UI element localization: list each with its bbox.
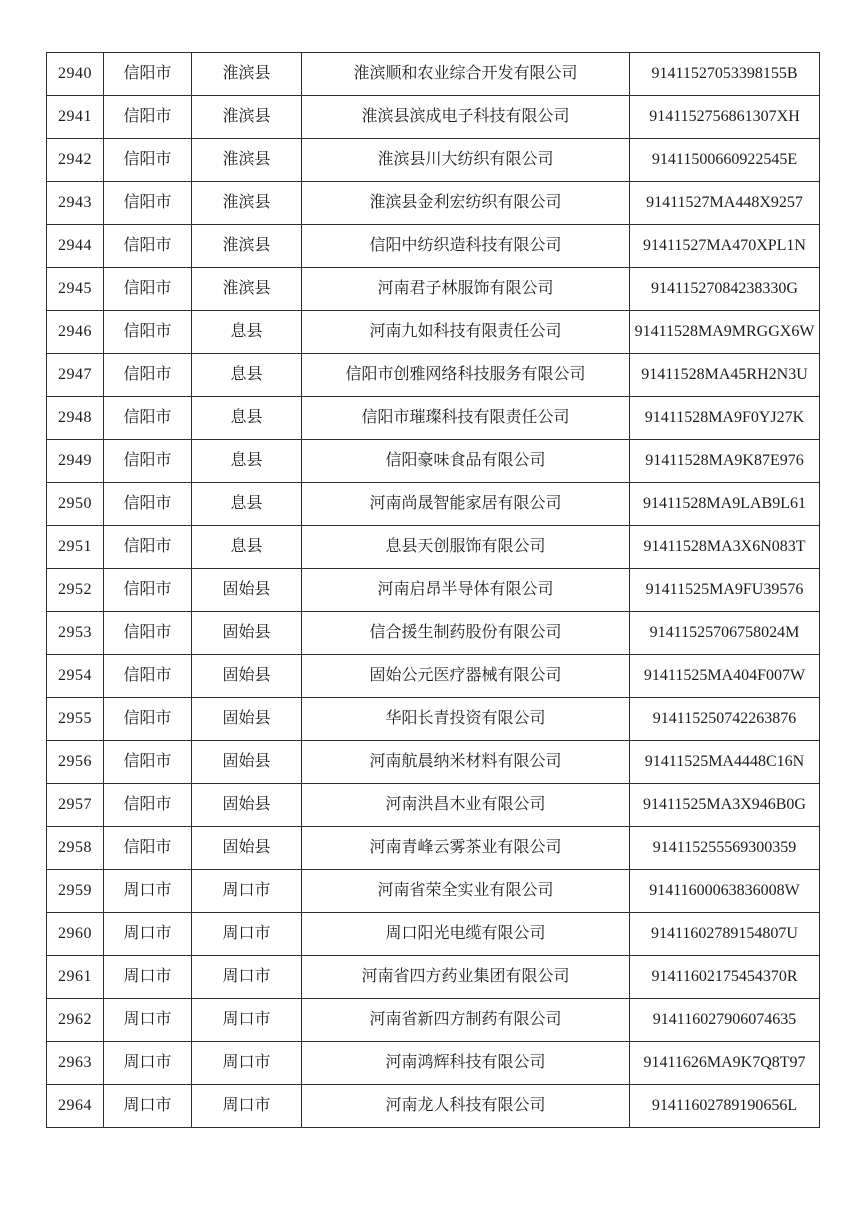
row-number-cell: 2950 [47,483,104,526]
county-cell: 息县 [192,440,302,483]
credit-code-cell: 91411600063836008W [630,870,820,913]
credit-code-cell: 914116027906074635 [630,999,820,1042]
credit-code-cell: 91411528MA45RH2N3U [630,354,820,397]
city-cell: 信阳市 [104,268,192,311]
company-name-cell: 河南九如科技有限责任公司 [302,311,630,354]
row-number-cell: 2962 [47,999,104,1042]
table-row [47,1085,820,1128]
table-row [47,53,820,96]
company-name-cell: 河南航晨纳米材料有限公司 [302,741,630,784]
row-number-cell: 2946 [47,311,104,354]
table-row [47,569,820,612]
company-table-body [47,53,820,1128]
row-number-cell: 2942 [47,139,104,182]
company-name-cell: 河南鸿辉科技有限公司 [302,1042,630,1085]
city-cell: 周口市 [104,870,192,913]
credit-code-cell: 91411528MA9MRGGX6W [630,311,820,354]
row-number-cell: 2960 [47,913,104,956]
credit-code-cell: 91411528MA9F0YJ27K [630,397,820,440]
credit-code-cell: 91411528MA3X6N083T [630,526,820,569]
county-cell: 淮滨县 [192,225,302,268]
city-cell: 信阳市 [104,311,192,354]
row-number-cell: 2963 [47,1042,104,1085]
city-cell: 信阳市 [104,827,192,870]
row-number-cell: 2948 [47,397,104,440]
row-number-cell: 2961 [47,956,104,999]
city-cell: 信阳市 [104,784,192,827]
city-cell: 信阳市 [104,397,192,440]
row-number-cell: 2952 [47,569,104,612]
credit-code-cell: 91411602789154807U [630,913,820,956]
company-name-cell: 周口阳光电缆有限公司 [302,913,630,956]
company-name-cell: 河南启昂半导体有限公司 [302,569,630,612]
table-row [47,827,820,870]
city-cell: 周口市 [104,1085,192,1128]
credit-code-cell: 91411626MA9K7Q8T97 [630,1042,820,1085]
table-row [47,698,820,741]
credit-code-cell: 91411602175454370R [630,956,820,999]
county-cell: 周口市 [192,913,302,956]
company-name-cell: 河南龙人科技有限公司 [302,1085,630,1128]
table-row [47,268,820,311]
company-name-cell: 息县天创服饰有限公司 [302,526,630,569]
table-row [47,139,820,182]
company-name-cell: 固始公元医疗器械有限公司 [302,655,630,698]
table-row [47,913,820,956]
table-row [47,225,820,268]
city-cell: 周口市 [104,956,192,999]
row-number-cell: 2954 [47,655,104,698]
county-cell: 息县 [192,354,302,397]
credit-code-cell: 91411525MA9FU39576 [630,569,820,612]
table-row [47,182,820,225]
table-row [47,870,820,913]
credit-code-cell: 91411527053398155B [630,53,820,96]
company-name-cell: 淮滨县金利宏纺织有限公司 [302,182,630,225]
row-number-cell: 2953 [47,612,104,655]
city-cell: 信阳市 [104,225,192,268]
company-name-cell: 河南君子林服饰有限公司 [302,268,630,311]
company-name-cell: 淮滨顺和农业综合开发有限公司 [302,53,630,96]
table-row [47,311,820,354]
credit-code-cell: 91411525706758024M [630,612,820,655]
credit-code-cell: 91411528MA9LAB9L61 [630,483,820,526]
county-cell: 固始县 [192,698,302,741]
credit-code-cell: 914115250742263876 [630,698,820,741]
company-name-cell: 淮滨县滨成电子科技有限公司 [302,96,630,139]
row-number-cell: 2944 [47,225,104,268]
city-cell: 信阳市 [104,569,192,612]
credit-code-cell: 91411500660922545E [630,139,820,182]
county-cell: 淮滨县 [192,96,302,139]
row-number-cell: 2957 [47,784,104,827]
row-number-cell: 2949 [47,440,104,483]
county-cell: 淮滨县 [192,53,302,96]
table-row [47,612,820,655]
table-row [47,784,820,827]
row-number-cell: 2945 [47,268,104,311]
company-table [46,52,820,1128]
credit-code-cell: 91411525MA3X946B0G [630,784,820,827]
county-cell: 息县 [192,526,302,569]
credit-code-cell: 91411525MA4448C16N [630,741,820,784]
table-row [47,999,820,1042]
city-cell: 信阳市 [104,182,192,225]
table-row [47,397,820,440]
row-number-cell: 2951 [47,526,104,569]
company-name-cell: 河南尚晟智能家居有限公司 [302,483,630,526]
city-cell: 信阳市 [104,354,192,397]
company-name-cell: 河南省四方药业集团有限公司 [302,956,630,999]
table-row [47,440,820,483]
city-cell: 信阳市 [104,483,192,526]
company-name-cell: 淮滨县川大纺织有限公司 [302,139,630,182]
county-cell: 淮滨县 [192,268,302,311]
credit-code-cell: 91411527MA470XPL1N [630,225,820,268]
company-name-cell: 河南洪昌木业有限公司 [302,784,630,827]
county-cell: 固始县 [192,784,302,827]
county-cell: 固始县 [192,612,302,655]
credit-code-cell: 91411525MA404F007W [630,655,820,698]
county-cell: 固始县 [192,569,302,612]
table-row [47,655,820,698]
credit-code-cell: 91411527MA448X9257 [630,182,820,225]
county-cell: 固始县 [192,655,302,698]
company-name-cell: 信阳豪味食品有限公司 [302,440,630,483]
table-row [47,96,820,139]
credit-code-cell: 91411527084238330G [630,268,820,311]
credit-code-cell: 914115255569300359 [630,827,820,870]
credit-code-cell: 9141152756861307XH [630,96,820,139]
county-cell: 淮滨县 [192,139,302,182]
table-row [47,1042,820,1085]
city-cell: 信阳市 [104,526,192,569]
county-cell: 息县 [192,311,302,354]
credit-code-cell: 91411602789190656L [630,1085,820,1128]
row-number-cell: 2958 [47,827,104,870]
company-name-cell: 信合援生制药股份有限公司 [302,612,630,655]
county-cell: 固始县 [192,741,302,784]
company-name-cell: 信阳市创雅网络科技服务有限公司 [302,354,630,397]
company-name-cell: 河南省新四方制药有限公司 [302,999,630,1042]
county-cell: 周口市 [192,870,302,913]
table-row [47,354,820,397]
row-number-cell: 2956 [47,741,104,784]
county-cell: 周口市 [192,1042,302,1085]
county-cell: 固始县 [192,827,302,870]
county-cell: 周口市 [192,999,302,1042]
city-cell: 信阳市 [104,741,192,784]
company-name-cell: 河南省荣全实业有限公司 [302,870,630,913]
row-number-cell: 2943 [47,182,104,225]
county-cell: 周口市 [192,1085,302,1128]
city-cell: 周口市 [104,913,192,956]
city-cell: 信阳市 [104,698,192,741]
company-name-cell: 河南青峰云雾茶业有限公司 [302,827,630,870]
row-number-cell: 2947 [47,354,104,397]
company-name-cell: 信阳中纺织造科技有限公司 [302,225,630,268]
city-cell: 信阳市 [104,96,192,139]
city-cell: 信阳市 [104,612,192,655]
county-cell: 息县 [192,397,302,440]
county-cell: 淮滨县 [192,182,302,225]
row-number-cell: 2940 [47,53,104,96]
table-row [47,741,820,784]
table-row [47,526,820,569]
city-cell: 信阳市 [104,440,192,483]
row-number-cell: 2959 [47,870,104,913]
city-cell: 周口市 [104,1042,192,1085]
city-cell: 信阳市 [104,53,192,96]
row-number-cell: 2964 [47,1085,104,1128]
table-row [47,956,820,999]
company-name-cell: 华阳长青投资有限公司 [302,698,630,741]
company-name-cell: 信阳市璀璨科技有限责任公司 [302,397,630,440]
county-cell: 周口市 [192,956,302,999]
row-number-cell: 2955 [47,698,104,741]
city-cell: 周口市 [104,999,192,1042]
row-number-cell: 2941 [47,96,104,139]
city-cell: 信阳市 [104,655,192,698]
county-cell: 息县 [192,483,302,526]
table-row [47,483,820,526]
credit-code-cell: 91411528MA9K87E976 [630,440,820,483]
city-cell: 信阳市 [104,139,192,182]
